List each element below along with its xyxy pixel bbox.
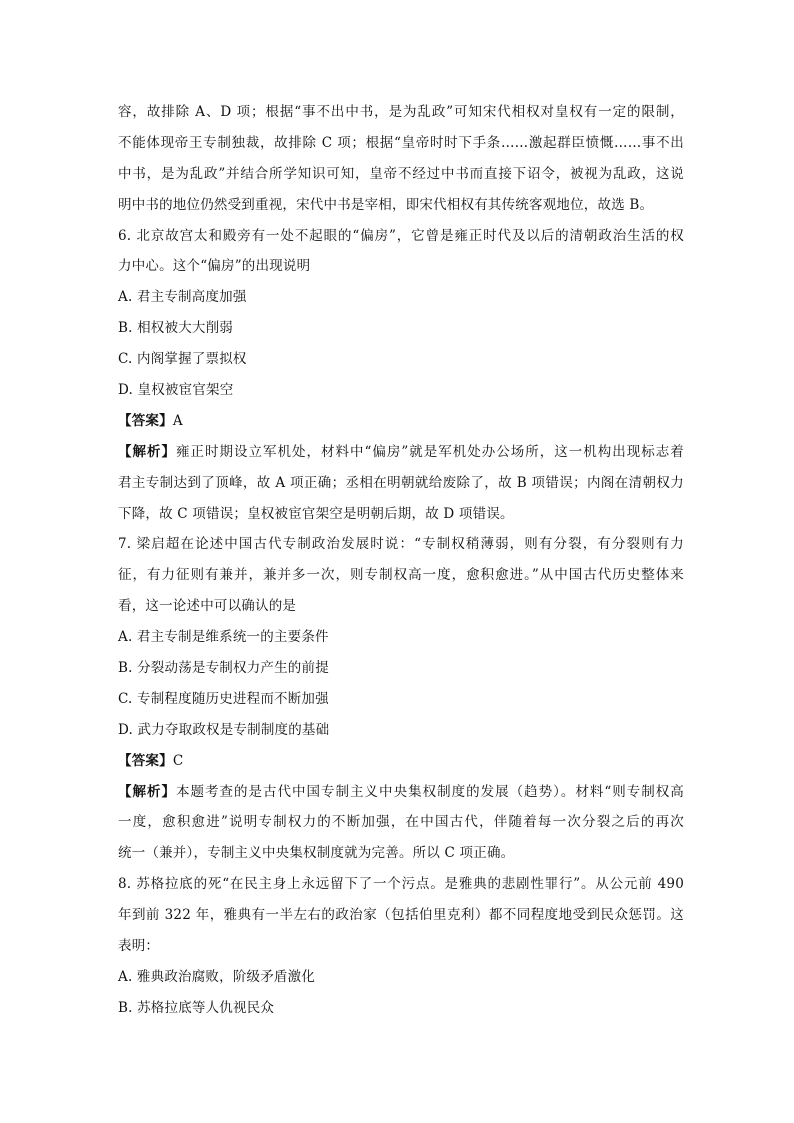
question-stem-line: 表明： <box>118 938 160 955</box>
answer-label: 【答案】 <box>118 412 173 429</box>
analysis-text: 雍正时期设立军机处，材料中“偏房”就是军机处办公场所，这一机构出现标志着 <box>176 443 684 460</box>
analysis-label: 【解析】 <box>118 783 177 800</box>
question-stem-line: 年到前 322 年，雅典有一半左右的政治家（包括伯里克利）都不同程度地受到民众惩罚。这 <box>118 907 684 924</box>
question-8 <box>118 869 684 1023</box>
answer-value: C <box>172 752 184 769</box>
option-a: A. 君主专制高度加强 <box>118 289 247 306</box>
answer-label: 【答案】 <box>118 752 173 769</box>
question-stem-line: 6. 北京故宫太和殿旁有一处不起眼的“偏房”，它曾是雍正时代及以后的清朝政治生活的权 <box>118 227 684 244</box>
analysis-line <box>118 777 684 808</box>
option-a: A. 雅典政治腐败，阶级矛盾激化 <box>118 968 316 985</box>
answer-line <box>118 746 684 777</box>
analysis-line: 下降，故 C 项错误；皇权被宦官架空是明朝后期，故 D 项错误。 <box>118 505 514 522</box>
analysis-label: 【解析】 <box>118 443 176 460</box>
question-stem-line: 征，有力征则有兼并，兼并多一次，则专制权高一度，愈积愈进。”从中国古代历史整体来 <box>118 567 684 584</box>
text-line: 容，故排除 A、D 项；根据“事不出中书，是为乱政”可知宋代相权对皇权有一定的限制， <box>118 104 684 120</box>
question-6 <box>118 221 684 530</box>
answer-value: A <box>172 412 183 429</box>
option-d: D. 皇权被宦官架空 <box>118 382 234 399</box>
option-a: A. 君主专制是维系统一的主要条件 <box>118 629 329 646</box>
document-page <box>118 97 684 1024</box>
prev-explanation-tail <box>118 97 684 221</box>
analysis-text: 本题考查的是古代中国专制主义中央集权制度的发展（趋势）。材料“则专制权高 <box>176 783 684 800</box>
option-d: D. 武力夺取政权是专制制度的基础 <box>118 721 330 738</box>
text-line: 中书，是为乱政”并结合所学知识可知，皇帝不经过中书而直接下诏令，被视为乱政，这说 <box>118 165 684 182</box>
question-stem-line: 8. 苏格拉底的死“在民主身上永远留下了一个污点。是雅典的悲剧性罪行”。从公元前 490 <box>118 876 684 893</box>
answer-line <box>118 406 684 437</box>
option-c: C. 内阁掌握了票拟权 <box>118 351 247 368</box>
analysis-line: 统一（兼并），专制主义中央集权制度就为完善。所以 C 项正确。 <box>118 845 515 862</box>
question-stem-line: 力中心。这个“偏房”的出现说明 <box>118 258 311 275</box>
option-c: C. 专制程度随历史进程而不断加强 <box>118 690 329 707</box>
text-line: 不能体现帝王专制独裁，故排除 C 项；根据“皇帝时时下手条……激起群臣愤慨……事不出 <box>118 134 684 151</box>
analysis-line <box>118 437 684 468</box>
option-b: B. 相权被大大削弱 <box>118 320 234 337</box>
analysis-line: 君主专制达到了顶峰，故 A 项正确；丞相在明朝就给废除了，故 B 项错误；内阁在清朝权力 <box>118 474 684 491</box>
analysis-line: 一度，愈积愈进”说明专制权力的不断加强，在中国古代，伴随着每一次分裂之后的再次 <box>118 814 684 831</box>
option-b: B. 苏格拉底等人仇视民众 <box>118 999 275 1016</box>
question-stem-line: 看，这一论述中可以确认的是 <box>118 598 297 615</box>
question-7 <box>118 529 684 869</box>
option-b: B. 分裂动荡是专制权力产生的前提 <box>118 660 329 677</box>
question-stem-line: 7. 梁启超在论述中国古代专制政治发展时说：“专制权稍薄弱，则有分裂，有分裂则有力 <box>118 536 684 553</box>
text-line: 明中书的地位仍然受到重视，宋代中书是宰相，即宋代相权有其传统客观地位，故选 B。 <box>118 196 654 213</box>
